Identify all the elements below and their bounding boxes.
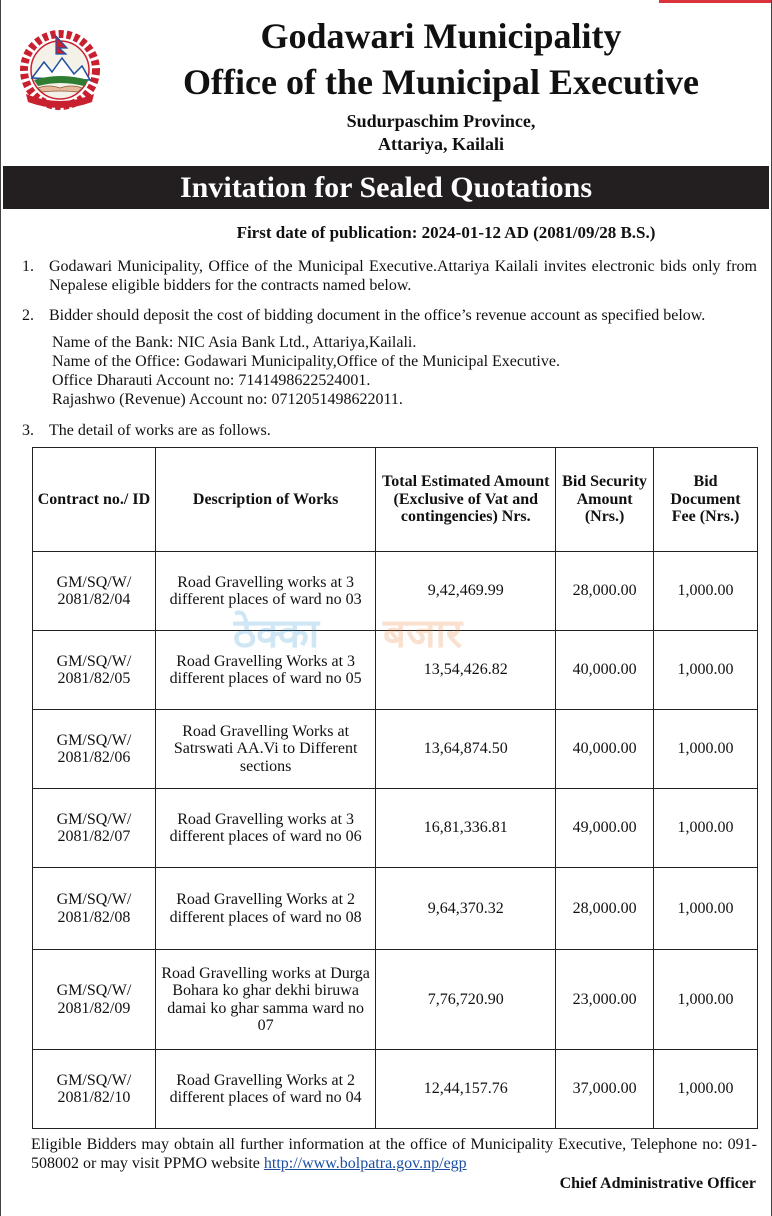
contract-id: GM/SQ/W/ 2081/82/06 — [33, 710, 156, 789]
estimated-amount: 12,44,157.76 — [376, 1050, 556, 1129]
footer-text: Eligible Bidders may obtain all further information at the office of Municipality Executive, Telephone no: 091-508002 or may visit PPMO website — [31, 1136, 757, 1172]
clause-number: 1. — [22, 258, 34, 275]
estimated-amount: 16,81,336.81 — [376, 789, 556, 868]
document-fee: 1,000.00 — [654, 631, 758, 710]
watermark-part2: बजार — [383, 611, 463, 657]
work-description: Road Gravelling Works at Satrswati AA.Vi to Different sections — [155, 710, 376, 789]
dharauti-account: Office Dharauti Account no: 7141498622524001. — [52, 372, 371, 389]
bid-security: 28,000.00 — [556, 868, 654, 950]
work-description: Road Gravelling Works at 3 different places of ward no 05 — [155, 631, 376, 710]
estimated-amount: 13,64,874.50 — [376, 710, 556, 789]
contract-id: GM/SQ/W/ 2081/82/09 — [33, 950, 156, 1050]
top-edge-mark — [659, 0, 771, 3]
contract-id: GM/SQ/W/ 2081/82/05 — [33, 631, 156, 710]
bank-name: Name of the Bank: NIC Asia Bank Ltd., Attariya,Kailali. — [52, 334, 417, 351]
province-line: Sudurpaschim Province, — [346, 111, 536, 131]
estimated-amount: 9,42,469.99 — [376, 552, 556, 631]
estimated-amount: 13,54,426.82 — [376, 631, 556, 710]
clause-text: The detail of works are as follows. — [49, 422, 271, 439]
table-row — [33, 868, 758, 950]
work-description: Road Gravelling works at Durga Bohara ko ghar dekhi biruwa damai ko ghar samma ward no 07 — [155, 950, 376, 1050]
document-fee: 1,000.00 — [654, 950, 758, 1050]
contract-id: GM/SQ/W/ 2081/82/10 — [33, 1050, 156, 1129]
ppmo-link[interactable]: http://www.bolpatra.gov.np/egp — [263, 1155, 467, 1172]
document-fee: 1,000.00 — [654, 552, 758, 631]
header-document-fee: Bid Document Fee (Nrs.) — [654, 448, 758, 552]
contract-id: GM/SQ/W/ 2081/82/04 — [33, 552, 156, 631]
header-description: Description of Works — [155, 448, 376, 552]
table-row — [33, 552, 758, 631]
contract-id: GM/SQ/W/ 2081/82/07 — [33, 789, 156, 868]
document-fee: 1,000.00 — [654, 868, 758, 950]
work-description: Road Gravelling works at 3 different places of ward no 03 — [155, 552, 376, 631]
estimated-amount: 9,64,370.32 — [376, 868, 556, 950]
signoff: Chief Administrative Officer — [559, 1175, 756, 1192]
org-title: Godawari Municipality — [260, 16, 622, 56]
document-fee: 1,000.00 — [654, 789, 758, 868]
header-bid-security: Bid Security Amount (Nrs.) — [556, 448, 654, 552]
notice-banner: Invitation for Sealed Quotations — [3, 166, 769, 209]
work-description: Road Gravelling Works at 2 different places of ward no 04 — [155, 1050, 376, 1129]
document-fee: 1,000.00 — [654, 1050, 758, 1129]
bid-security: 40,000.00 — [556, 631, 654, 710]
table-row — [33, 631, 758, 710]
watermark-part1: ठेक्का — [233, 611, 320, 657]
footer-note — [31, 1135, 757, 1173]
header-contract-id: Contract no./ ID — [33, 448, 156, 552]
header-estimated-amount: Total Estimated Amount (Exclusive of Vat and contingencies) Nrs. — [376, 448, 556, 552]
bid-security: 28,000.00 — [556, 552, 654, 631]
table-row — [33, 710, 758, 789]
estimated-amount: 7,76,720.90 — [376, 950, 556, 1050]
document-fee: 1,000.00 — [654, 710, 758, 789]
clause-text: Godawari Municipality, Office of the Municipal Executive.Attariya Kailali invites electronic bids only from Nepalese eligible bidders for the contracts named below. — [49, 258, 757, 294]
table-row — [33, 950, 758, 1050]
contract-id: GM/SQ/W/ 2081/82/08 — [33, 868, 156, 950]
bid-security: 23,000.00 — [556, 950, 654, 1050]
works-table — [32, 447, 758, 1129]
publication-date: First date of publication: 2024-01-12 AD (2081/09/28 B.S.) — [236, 223, 656, 242]
work-description: Road Gravelling Works at 2 different places of ward no 08 — [155, 868, 376, 950]
bid-security: 40,000.00 — [556, 710, 654, 789]
table-header-row — [33, 448, 758, 552]
nepal-municipal-emblem-icon — [12, 28, 108, 112]
clause-number: 3. — [22, 422, 34, 439]
clause-number: 2. — [22, 307, 34, 324]
bid-security: 37,000.00 — [556, 1050, 654, 1129]
revenue-account: Rajashwo (Revenue) Account no: 0712051498622011. — [52, 391, 403, 408]
table-row — [33, 789, 758, 868]
office-title: Office of the Municipal Executive — [183, 62, 699, 102]
office-name: Name of the Office: Godawari Municipality,Office of the Municipal Executive. — [52, 353, 560, 370]
clause-text: Bidder should deposit the cost of bidding document in the office’s revenue account as specified below. — [49, 307, 706, 324]
location-line: Attariya, Kailali — [378, 134, 504, 154]
bid-security: 49,000.00 — [556, 789, 654, 868]
work-description: Road Gravelling works at 3 different places of ward no 06 — [155, 789, 376, 868]
table-row — [33, 1050, 758, 1129]
